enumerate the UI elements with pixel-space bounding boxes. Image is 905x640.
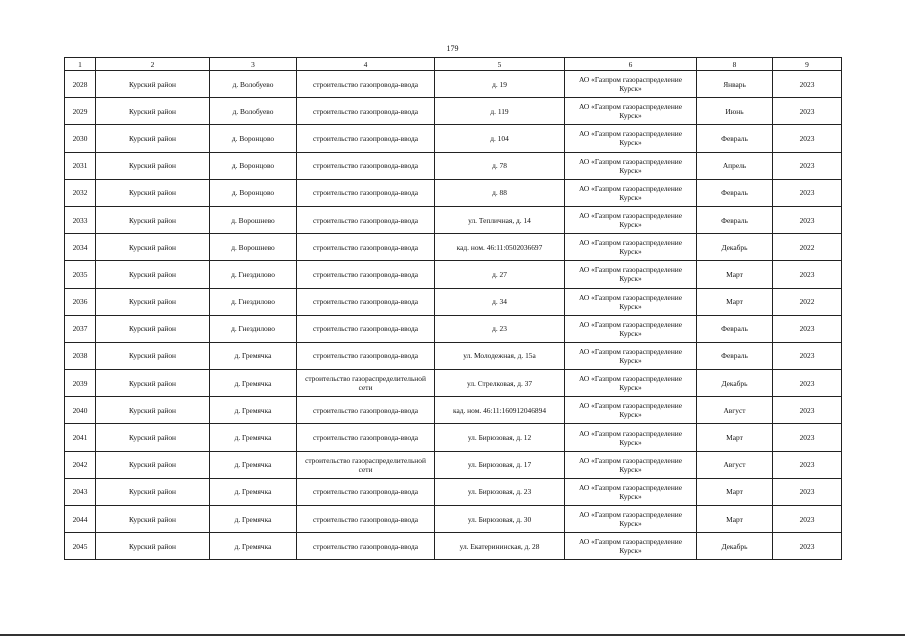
column-header: 3 bbox=[210, 58, 297, 71]
work-type-cell: строительство газопровода-ввода bbox=[297, 152, 435, 179]
row-number-cell: 2032 bbox=[65, 179, 96, 206]
organization-cell: АО «Газпром газораспределение Курск» bbox=[565, 152, 697, 179]
organization-cell: АО «Газпром газораспределение Курск» bbox=[565, 424, 697, 451]
work-type-cell: строительство газораспределительной сети bbox=[297, 451, 435, 478]
work-type-cell: строительство газопровода-ввода bbox=[297, 315, 435, 342]
work-type-cell: строительство газопровода-ввода bbox=[297, 98, 435, 125]
row-number-cell: 2028 bbox=[65, 71, 96, 98]
address-cell: д. 119 bbox=[435, 98, 565, 125]
month-cell: Декабрь bbox=[697, 234, 773, 261]
work-type-cell: строительство газопровода-ввода bbox=[297, 288, 435, 315]
column-header: 4 bbox=[297, 58, 435, 71]
work-type-cell: строительство газопровода-ввода bbox=[297, 424, 435, 451]
address-cell: ул. Бирюзовая, д. 30 bbox=[435, 506, 565, 533]
settlement-cell: д. Волобуево bbox=[210, 71, 297, 98]
address-cell: кад. ном. 46:11:160912046894 bbox=[435, 397, 565, 424]
district-cell: Курский район bbox=[96, 397, 210, 424]
year-cell: 2023 bbox=[773, 506, 842, 533]
organization-cell: АО «Газпром газораспределение Курск» bbox=[565, 315, 697, 342]
address-cell: д. 34 bbox=[435, 288, 565, 315]
column-header: 8 bbox=[697, 58, 773, 71]
work-type-cell: строительство газопровода-ввода bbox=[297, 533, 435, 560]
settlement-cell: д. Гремячка bbox=[210, 370, 297, 397]
month-cell: Август bbox=[697, 397, 773, 424]
column-header: 5 bbox=[435, 58, 565, 71]
row-number-cell: 2035 bbox=[65, 261, 96, 288]
row-number-cell: 2037 bbox=[65, 315, 96, 342]
column-header: 9 bbox=[773, 58, 842, 71]
address-cell: ул. Бирюзовая, д. 12 bbox=[435, 424, 565, 451]
work-type-cell: строительство газопровода-ввода bbox=[297, 206, 435, 233]
row-number-cell: 2041 bbox=[65, 424, 96, 451]
work-type-cell: строительство газопровода-ввода bbox=[297, 342, 435, 369]
settlement-cell: д. Гремячка bbox=[210, 533, 297, 560]
district-cell: Курский район bbox=[96, 288, 210, 315]
address-cell: д. 23 bbox=[435, 315, 565, 342]
organization-cell: АО «Газпром газораспределение Курск» bbox=[565, 71, 697, 98]
address-cell: ул. Екатерининская, д. 28 bbox=[435, 533, 565, 560]
year-cell: 2023 bbox=[773, 179, 842, 206]
row-number-cell: 2034 bbox=[65, 234, 96, 261]
year-cell: 2022 bbox=[773, 234, 842, 261]
organization-cell: АО «Газпром газораспределение Курск» bbox=[565, 397, 697, 424]
settlement-cell: д. Гнездилово bbox=[210, 261, 297, 288]
work-type-cell: строительство газопровода-ввода bbox=[297, 71, 435, 98]
table-row bbox=[65, 342, 842, 369]
work-type-cell: строительство газопровода-ввода bbox=[297, 478, 435, 505]
table-row bbox=[65, 261, 842, 288]
district-cell: Курский район bbox=[96, 125, 210, 152]
scan-edge-line bbox=[0, 634, 905, 636]
organization-cell: АО «Газпром газораспределение Курск» bbox=[565, 179, 697, 206]
year-cell: 2023 bbox=[773, 451, 842, 478]
year-cell: 2023 bbox=[773, 206, 842, 233]
month-cell: Март bbox=[697, 478, 773, 505]
district-cell: Курский район bbox=[96, 315, 210, 342]
district-cell: Курский район bbox=[96, 261, 210, 288]
settlement-cell: д. Гремячка bbox=[210, 397, 297, 424]
table-row bbox=[65, 506, 842, 533]
table-row bbox=[65, 315, 842, 342]
organization-cell: АО «Газпром газораспределение Курск» bbox=[565, 533, 697, 560]
address-cell: д. 88 bbox=[435, 179, 565, 206]
district-cell: Курский район bbox=[96, 451, 210, 478]
month-cell: Февраль bbox=[697, 206, 773, 233]
column-header: 1 bbox=[65, 58, 96, 71]
address-cell: д. 27 bbox=[435, 261, 565, 288]
month-cell: Март bbox=[697, 261, 773, 288]
year-cell: 2023 bbox=[773, 71, 842, 98]
district-cell: Курский район bbox=[96, 506, 210, 533]
month-cell: Август bbox=[697, 451, 773, 478]
row-number-cell: 2033 bbox=[65, 206, 96, 233]
row-number-cell: 2030 bbox=[65, 125, 96, 152]
district-cell: Курский район bbox=[96, 71, 210, 98]
district-cell: Курский район bbox=[96, 370, 210, 397]
table-row bbox=[65, 98, 842, 125]
year-cell: 2023 bbox=[773, 125, 842, 152]
settlement-cell: д. Гремячка bbox=[210, 506, 297, 533]
column-header: 6 bbox=[565, 58, 697, 71]
year-cell: 2022 bbox=[773, 288, 842, 315]
month-cell: Февраль bbox=[697, 179, 773, 206]
organization-cell: АО «Газпром газораспределение Курск» bbox=[565, 234, 697, 261]
month-cell: Апрель bbox=[697, 152, 773, 179]
organization-cell: АО «Газпром газораспределение Курск» bbox=[565, 125, 697, 152]
table-row bbox=[65, 370, 842, 397]
month-cell: Февраль bbox=[697, 125, 773, 152]
table-row bbox=[65, 206, 842, 233]
district-cell: Курский район bbox=[96, 478, 210, 505]
district-cell: Курский район bbox=[96, 206, 210, 233]
organization-cell: АО «Газпром газораспределение Курск» bbox=[565, 206, 697, 233]
work-type-cell: строительство газопровода-ввода bbox=[297, 234, 435, 261]
address-cell: ул. Бирюзовая, д. 17 bbox=[435, 451, 565, 478]
year-cell: 2023 bbox=[773, 424, 842, 451]
table-row bbox=[65, 234, 842, 261]
row-number-cell: 2043 bbox=[65, 478, 96, 505]
month-cell: Февраль bbox=[697, 342, 773, 369]
year-cell: 2023 bbox=[773, 98, 842, 125]
month-cell: Март bbox=[697, 288, 773, 315]
district-cell: Курский район bbox=[96, 234, 210, 261]
address-cell: ул. Молодежная, д. 15а bbox=[435, 342, 565, 369]
settlement-cell: д. Воронцово bbox=[210, 125, 297, 152]
organization-cell: АО «Газпром газораспределение Курск» bbox=[565, 261, 697, 288]
month-cell: Июнь bbox=[697, 98, 773, 125]
month-cell: Декабрь bbox=[697, 370, 773, 397]
organization-cell: АО «Газпром газораспределение Курск» bbox=[565, 506, 697, 533]
column-header: 2 bbox=[96, 58, 210, 71]
year-cell: 2023 bbox=[773, 261, 842, 288]
table-row bbox=[65, 71, 842, 98]
organization-cell: АО «Газпром газораспределение Курск» bbox=[565, 370, 697, 397]
organization-cell: АО «Газпром газораспределение Курск» bbox=[565, 98, 697, 125]
year-cell: 2023 bbox=[773, 315, 842, 342]
year-cell: 2023 bbox=[773, 533, 842, 560]
organization-cell: АО «Газпром газораспределение Курск» bbox=[565, 478, 697, 505]
organization-cell: АО «Газпром газораспределение Курск» bbox=[565, 342, 697, 369]
table-row bbox=[65, 478, 842, 505]
row-number-cell: 2040 bbox=[65, 397, 96, 424]
month-cell: Декабрь bbox=[697, 533, 773, 560]
address-cell: кад. ном. 46:11:0502036697 bbox=[435, 234, 565, 261]
settlement-cell: д. Гремячка bbox=[210, 424, 297, 451]
year-cell: 2023 bbox=[773, 342, 842, 369]
settlement-cell: д. Воронцово bbox=[210, 152, 297, 179]
table-row bbox=[65, 125, 842, 152]
district-cell: Курский район bbox=[96, 533, 210, 560]
year-cell: 2023 bbox=[773, 152, 842, 179]
settlement-cell: д. Ворошнево bbox=[210, 206, 297, 233]
settlement-cell: д. Воронцово bbox=[210, 179, 297, 206]
settlement-cell: д. Гремячка bbox=[210, 478, 297, 505]
address-cell: д. 104 bbox=[435, 125, 565, 152]
row-number-cell: 2044 bbox=[65, 506, 96, 533]
work-type-cell: строительство газопровода-ввода bbox=[297, 261, 435, 288]
table-row bbox=[65, 451, 842, 478]
table-row bbox=[65, 152, 842, 179]
year-cell: 2023 bbox=[773, 397, 842, 424]
work-type-cell: строительство газопровода-ввода bbox=[297, 179, 435, 206]
row-number-cell: 2045 bbox=[65, 533, 96, 560]
table-row bbox=[65, 179, 842, 206]
row-number-cell: 2029 bbox=[65, 98, 96, 125]
table-row bbox=[65, 288, 842, 315]
row-number-cell: 2038 bbox=[65, 342, 96, 369]
row-number-cell: 2031 bbox=[65, 152, 96, 179]
organization-cell: АО «Газпром газораспределение Курск» bbox=[565, 451, 697, 478]
address-cell: д. 78 bbox=[435, 152, 565, 179]
row-number-cell: 2042 bbox=[65, 451, 96, 478]
organization-cell: АО «Газпром газораспределение Курск» bbox=[565, 288, 697, 315]
settlement-cell: д. Ворошнево bbox=[210, 234, 297, 261]
page-number: 179 bbox=[446, 44, 459, 53]
data-table bbox=[64, 57, 842, 560]
address-cell: ул. Стрелковая, д. 37 bbox=[435, 370, 565, 397]
table-row bbox=[65, 424, 842, 451]
row-number-cell: 2039 bbox=[65, 370, 96, 397]
district-cell: Курский район bbox=[96, 98, 210, 125]
table-row bbox=[65, 533, 842, 560]
district-cell: Курский район bbox=[96, 424, 210, 451]
district-cell: Курский район bbox=[96, 179, 210, 206]
work-type-cell: строительство газораспределительной сети bbox=[297, 370, 435, 397]
table-header-row bbox=[65, 58, 842, 71]
row-number-cell: 2036 bbox=[65, 288, 96, 315]
year-cell: 2023 bbox=[773, 370, 842, 397]
address-cell: д. 19 bbox=[435, 71, 565, 98]
settlement-cell: д. Гремячка bbox=[210, 342, 297, 369]
district-cell: Курский район bbox=[96, 342, 210, 369]
work-type-cell: строительство газопровода-ввода bbox=[297, 125, 435, 152]
work-type-cell: строительство газопровода-ввода bbox=[297, 397, 435, 424]
address-cell: ул. Бирюзовая, д. 23 bbox=[435, 478, 565, 505]
settlement-cell: д. Гремячка bbox=[210, 451, 297, 478]
table-body bbox=[65, 71, 842, 560]
settlement-cell: д. Гнездилово bbox=[210, 288, 297, 315]
work-type-cell: строительство газопровода-ввода bbox=[297, 506, 435, 533]
settlement-cell: д. Волобуево bbox=[210, 98, 297, 125]
address-cell: ул. Тепличная, д. 14 bbox=[435, 206, 565, 233]
table-row bbox=[65, 397, 842, 424]
month-cell: Март bbox=[697, 506, 773, 533]
district-cell: Курский район bbox=[96, 152, 210, 179]
year-cell: 2023 bbox=[773, 478, 842, 505]
settlement-cell: д. Гнездилово bbox=[210, 315, 297, 342]
month-cell: Январь bbox=[697, 71, 773, 98]
month-cell: Февраль bbox=[697, 315, 773, 342]
month-cell: Март bbox=[697, 424, 773, 451]
